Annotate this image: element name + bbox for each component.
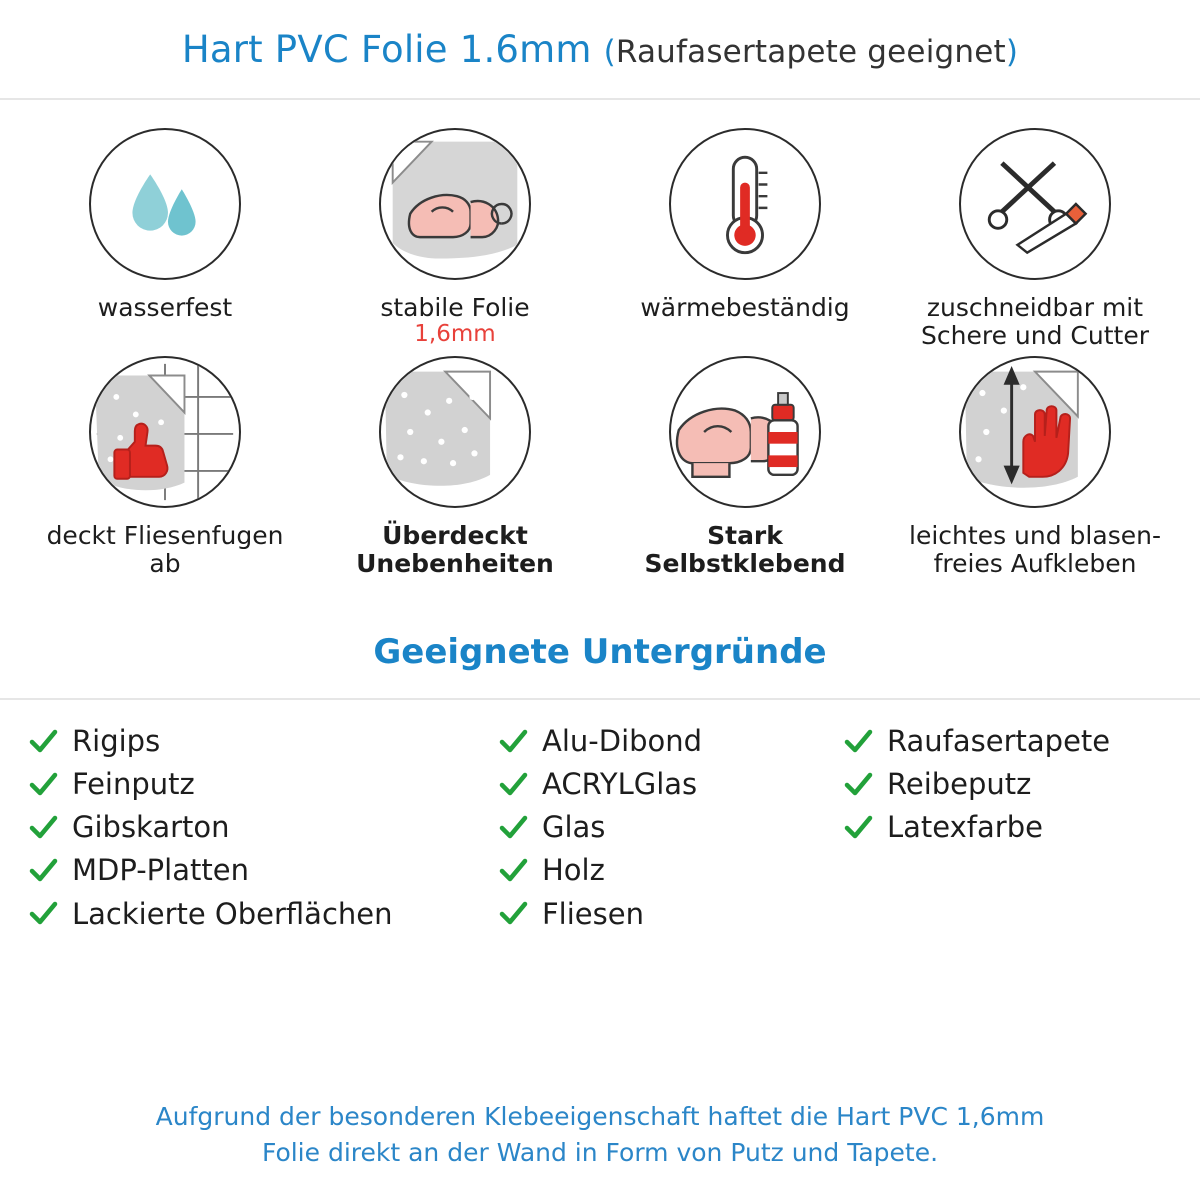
list-item-label: Lackierte Oberflächen xyxy=(72,896,393,931)
check-icon xyxy=(498,899,528,929)
feature-label: Stark Selbstklebend xyxy=(644,521,846,578)
feature-label: wärmebeständig xyxy=(640,293,850,322)
check-icon xyxy=(28,856,58,886)
list-item xyxy=(843,808,1170,847)
feature-grid xyxy=(0,100,1200,578)
list-item xyxy=(843,722,1170,761)
section-heading: Geeignete Untergründe xyxy=(373,632,827,672)
list-item-label: Gibskarton xyxy=(72,810,230,845)
section-heading-area xyxy=(0,632,1200,700)
check-icon xyxy=(28,727,58,757)
check-icon xyxy=(843,727,873,757)
foil-corner-icon xyxy=(379,356,531,508)
list-item xyxy=(498,722,843,761)
feature-label: leichtes und blasen- freies Aufkleben xyxy=(909,521,1161,578)
check-icon xyxy=(498,813,528,843)
check-icon xyxy=(843,813,873,843)
page-title-sub: Raufasertapete geeignet xyxy=(615,33,1006,70)
check-icon xyxy=(498,727,528,757)
page-title-main: Hart PVC Folie 1.6mm xyxy=(181,27,592,71)
page-title xyxy=(182,28,1018,71)
list-item xyxy=(28,808,498,847)
hand-arrows-icon xyxy=(959,356,1111,508)
feature-item xyxy=(890,128,1180,350)
arm-glue-icon xyxy=(669,356,821,508)
list-item xyxy=(28,722,498,761)
list-item xyxy=(498,895,843,934)
check-icon xyxy=(498,856,528,886)
list-item xyxy=(28,765,498,804)
list-item xyxy=(498,851,843,890)
feature-label: Überdeckt Unebenheiten xyxy=(356,521,554,578)
list-item-label: Feinputz xyxy=(72,767,195,802)
list-item-label: Holz xyxy=(542,853,605,888)
list-item xyxy=(28,895,498,934)
list-item-label: ACRYLGlas xyxy=(542,767,698,802)
feature-label: stabile Folie xyxy=(380,293,530,322)
footer-note xyxy=(0,1099,1200,1170)
list-item-label: Alu-Dibond xyxy=(542,724,703,758)
surfaces-lists xyxy=(0,700,1200,934)
feature-item xyxy=(600,356,890,578)
feature-label: wasserfest xyxy=(97,293,233,322)
feature-sublabel: 1,6mm xyxy=(414,321,496,347)
check-icon xyxy=(28,813,58,843)
list-item-label: Rigips xyxy=(72,724,161,758)
list-item-label: Glas xyxy=(542,810,606,845)
list-item-label: Raufasertapete xyxy=(887,724,1111,758)
water-drops-icon xyxy=(89,128,241,280)
list-item-label: Latexfarbe xyxy=(887,810,1043,845)
surfaces-column-1 xyxy=(28,722,498,934)
list-item-label: Reibeputz xyxy=(887,767,1032,802)
header xyxy=(0,0,1200,100)
surfaces-column-2 xyxy=(498,722,843,934)
check-icon xyxy=(28,770,58,800)
feature-label: zuschneidbar mit Schere und Cutter xyxy=(921,293,1149,350)
paren-close: ) xyxy=(1005,33,1019,70)
strong-arm-foil-icon xyxy=(379,128,531,280)
feature-label: deckt Fliesenfugen ab xyxy=(46,521,284,578)
feature-item xyxy=(20,356,310,578)
thumbs-up-tiles-icon xyxy=(89,356,241,508)
check-icon xyxy=(843,770,873,800)
feature-item xyxy=(310,128,600,350)
check-icon xyxy=(28,899,58,929)
footer-note-line1: Aufgrund der besonderen Klebeeigenschaft haftet die Hart PVC 1,6mm xyxy=(155,1102,1045,1131)
feature-item xyxy=(890,356,1180,578)
list-item-label: Fliesen xyxy=(542,896,644,931)
thermometer-icon xyxy=(669,128,821,280)
feature-item xyxy=(20,128,310,350)
paren-open: ( xyxy=(603,33,616,70)
list-item xyxy=(498,765,843,804)
scissors-cutter-icon xyxy=(959,128,1111,280)
list-item-label: MDP-Platten xyxy=(72,853,249,888)
footer-note-line2: Folie direkt an der Wand in Form von Putz und Tapete. xyxy=(261,1137,939,1167)
surfaces-column-3 xyxy=(843,722,1170,934)
list-item xyxy=(28,851,498,890)
feature-item xyxy=(310,356,600,578)
check-icon xyxy=(498,770,528,800)
feature-item xyxy=(600,128,890,350)
list-item xyxy=(843,765,1170,804)
list-item xyxy=(498,808,843,847)
